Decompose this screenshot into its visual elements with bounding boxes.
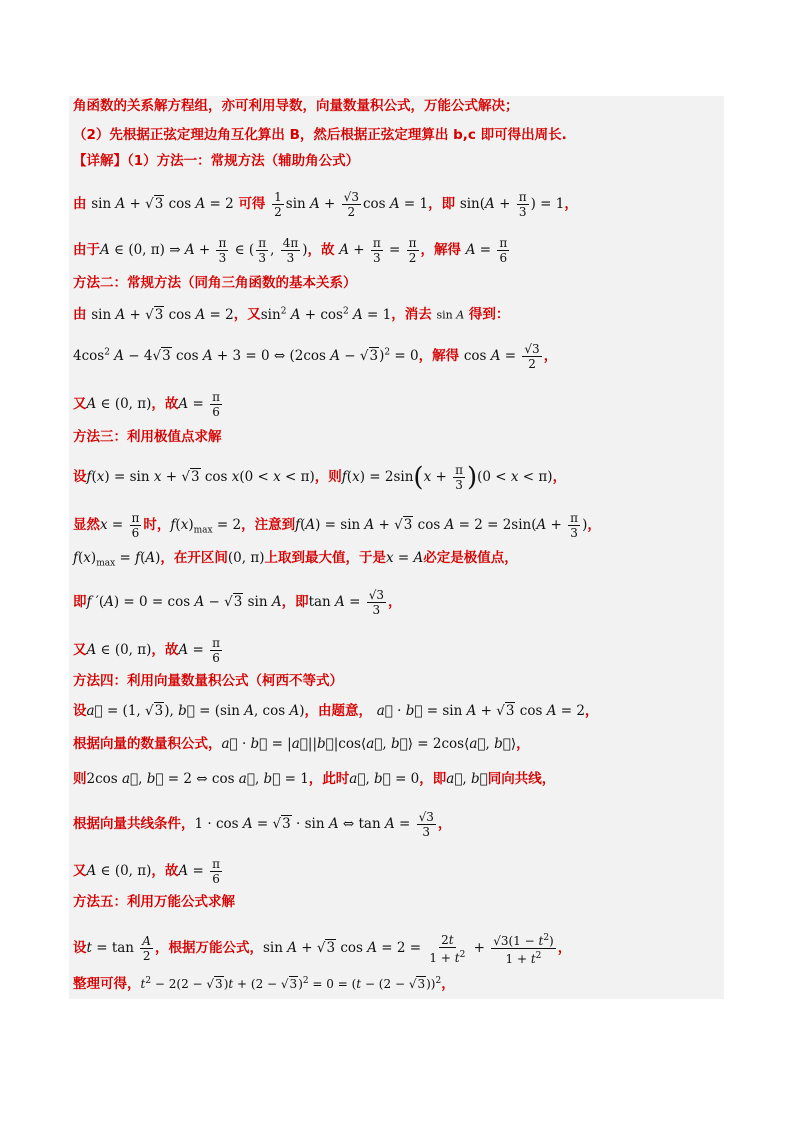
text: ，故 <box>151 863 179 879</box>
method-3-line-1 <box>73 463 566 492</box>
formula: A = $\frac{\pi}{6}$ <box>465 236 508 265</box>
method-5-line-1 <box>73 931 571 966</box>
method-1-line-2 <box>73 236 511 265</box>
method-4-line-3 <box>73 770 555 788</box>
text: ，故 <box>151 642 179 658</box>
formula: (0, π) <box>227 550 265 566</box>
text: 时， <box>143 517 171 533</box>
text: 得到： <box>468 306 510 323</box>
text: 同向共线， <box>487 771 556 787</box>
text: ， <box>584 703 599 719</box>
formula: tan A = $\frac{√3}{3}$ <box>308 588 384 617</box>
text: ， <box>387 594 402 610</box>
text: ，注意到 <box>241 517 296 533</box>
intro-line-2 <box>73 126 567 144</box>
formula: A ∈ (0, π) ⇒ A + $\frac{\pi}{3}$ ∈ ( $\frac{\pi}{3}$ , $\frac{4\pi}{3}$ ) <box>100 236 308 265</box>
text: 方法五：利用万能公式求解 <box>73 894 235 910</box>
formula: $t^2 - 2(2 - √3)t + (2 - √3)^2 = 0 = (t - (2 - √3))^2$ <box>140 976 442 991</box>
text: ，解得 <box>420 242 462 258</box>
text: ，故 <box>307 242 335 258</box>
formula: a⃗, b⃗ <box>446 771 488 787</box>
intro-line-1 <box>73 97 519 115</box>
method-2-title <box>73 274 357 292</box>
text: ， <box>543 348 558 364</box>
text: ， <box>552 469 567 485</box>
method-1-title: （1）方法一：常规方法（辅助角公式） <box>127 153 360 169</box>
detail-heading <box>73 152 359 170</box>
text: 由 <box>73 306 87 323</box>
method-5-title <box>73 893 235 911</box>
text: ，则 <box>314 469 342 485</box>
formula: f(x) = 2sin(x + $\frac{\pi}{3}$ )(0 < x < π) <box>341 462 553 493</box>
formula: A + $\frac{\pi}{3}$ = $\frac{\pi}{2}$ <box>339 236 417 265</box>
text: 根据向量的数量积公式， <box>73 736 222 752</box>
method-1-line-1 <box>73 190 578 219</box>
text: 设 <box>73 940 87 956</box>
formula: $\frac{1}{2}$ sin A + $\frac{√3}{2}$ cos A = 1 <box>274 190 429 219</box>
formula: a⃗ = (1, √3), b⃗ = (sin A, cos A) <box>86 703 305 719</box>
formula: sin A + √3 cos A = 2 <box>91 306 234 323</box>
text: ， <box>437 816 452 832</box>
text: ，根据万能公式， <box>154 940 263 956</box>
formula: 1 · cos A = √3 · sin A ⇔ tan A = $\frac{√3}{3}$ <box>194 810 434 839</box>
text: ，由题意， <box>304 703 372 719</box>
text: ， <box>587 517 601 533</box>
formula: f(A) = sin A + √3 cos A = 2 = 2sin(A + $\frac{\pi}{3}$ ) <box>295 511 588 540</box>
text: 又 <box>73 642 87 658</box>
text: 由 <box>73 196 87 212</box>
formula: A = $\frac{\pi}{6}$ <box>178 857 220 886</box>
formula: A ∈ (0, π) <box>86 863 152 879</box>
text: ，消去 <box>391 306 432 323</box>
text: ， <box>441 976 455 992</box>
text: ，即 <box>428 196 456 212</box>
text: 又 <box>73 396 87 412</box>
method-4-line-4 <box>73 810 451 839</box>
method-4-line-5 <box>73 857 224 886</box>
formula: a⃗, b⃗ = 0 <box>349 771 420 787</box>
text: ， <box>516 736 530 752</box>
text: 方法三：利用极值点求解 <box>73 429 222 445</box>
method-4-line-1 <box>73 702 598 720</box>
formula: a⃗ · b⃗ = sin A + √3 cos A = 2 <box>376 703 585 719</box>
formula: A = $\frac{\pi}{6}$ <box>178 390 220 419</box>
formula: f(x) = sin x + √3 cos x(0 < x < π) <box>86 469 315 485</box>
formula: A ∈ (0, π) <box>86 396 152 412</box>
method-5-line-2 <box>73 972 455 993</box>
formula: x = A <box>385 550 424 566</box>
formula: cos A = $\frac{√3}{2}$ <box>463 342 540 371</box>
text: 又 <box>73 863 87 879</box>
method-3-line-3 <box>73 549 518 573</box>
text: 即 <box>73 594 87 610</box>
text: 设 <box>73 469 87 485</box>
text: 由于 <box>73 242 100 258</box>
method-2-line-1 <box>73 302 509 325</box>
text: ，又 <box>233 306 261 323</box>
formula: $f(x)_{max} = 2$ <box>170 517 242 536</box>
text: 必定是极值点， <box>423 550 518 566</box>
text: ，此时 <box>308 771 350 787</box>
formula: sin(A + $\frac{\pi}{3}$ ) = 1 <box>459 190 565 219</box>
text: 可得 <box>238 196 266 212</box>
intro-text-2: （2）先根据正弦定理边角互化算出 B，然后根据正弦定理算出 b,c 即可得出周长. <box>73 127 567 143</box>
method-4-line-2 <box>73 735 530 753</box>
text: ，解得 <box>418 348 460 364</box>
text: ，即 <box>419 771 447 787</box>
text: 则 <box>73 771 87 787</box>
intro-text-1: 角函数的关系解方程组，亦可利用导数，向量数量积公式，万能公式解决； <box>73 98 519 114</box>
formula: sin A + √3 cos A = 2 <box>91 196 234 212</box>
formula: f ′(A) = 0 = cos A − √3 sin A <box>86 594 282 610</box>
formula: $4\cos^2$ A − 4√3 cos A + 3 = 0 ⇔ (2cos A − √3)$^2$ = 0 <box>73 347 419 364</box>
text: ，即 <box>281 594 309 610</box>
method-2-line-3 <box>73 390 224 419</box>
text: 设 <box>73 703 87 719</box>
formula: A ∈ (0, π) <box>86 642 152 658</box>
method-2-line-2 <box>73 342 557 371</box>
formula: t = tan $\frac{A}{2}$ <box>86 934 151 963</box>
formula: a⃗ · b⃗ = |a⃗||b⃗|cos⟨a⃗, b⃗⟩ = 2cos⟨a⃗, b⃗⟩ <box>221 736 517 752</box>
text: 显然 <box>73 517 100 533</box>
formula: sin A <box>436 308 465 322</box>
text: 上取到最大值，于是 <box>264 550 386 566</box>
text: ，在开区间 <box>160 550 228 566</box>
text: 根据向量共线条件， <box>73 816 195 832</box>
text: ， <box>564 196 578 212</box>
formula: 2cos a⃗, b⃗ = 2 ⇔ cos a⃗, b⃗ = 1 <box>86 771 309 787</box>
method-3-line-2 <box>73 511 601 540</box>
method-3-line-4 <box>73 588 401 617</box>
formula: x = $\frac{\pi}{6}$ <box>100 511 140 540</box>
text: 整理可得， <box>73 976 141 992</box>
detail-tag: 【详解】 <box>73 153 127 169</box>
text: 方法二：常规方法（同角三角函数的基本关系） <box>73 275 357 291</box>
method-3-title <box>73 428 222 446</box>
text: ，故 <box>151 396 179 412</box>
formula: sin A + √3 cos A = 2 = $\frac{2t}{1 + t^2}$ + $\frac{√3(1 - t^2)}{1 + t^2}$ <box>262 932 554 966</box>
method-3-line-5 <box>73 636 224 665</box>
text: ， <box>557 940 572 956</box>
formula: A = $\frac{\pi}{6}$ <box>178 636 220 665</box>
text: 方法四：利用向量数量积公式（柯西不等式） <box>73 673 343 689</box>
formula: $\sin^2 A + \cos^2 A = 1$ <box>260 306 392 323</box>
method-4-title <box>73 672 343 690</box>
formula: $f(x)_{max} = f(A)$ <box>73 550 161 569</box>
